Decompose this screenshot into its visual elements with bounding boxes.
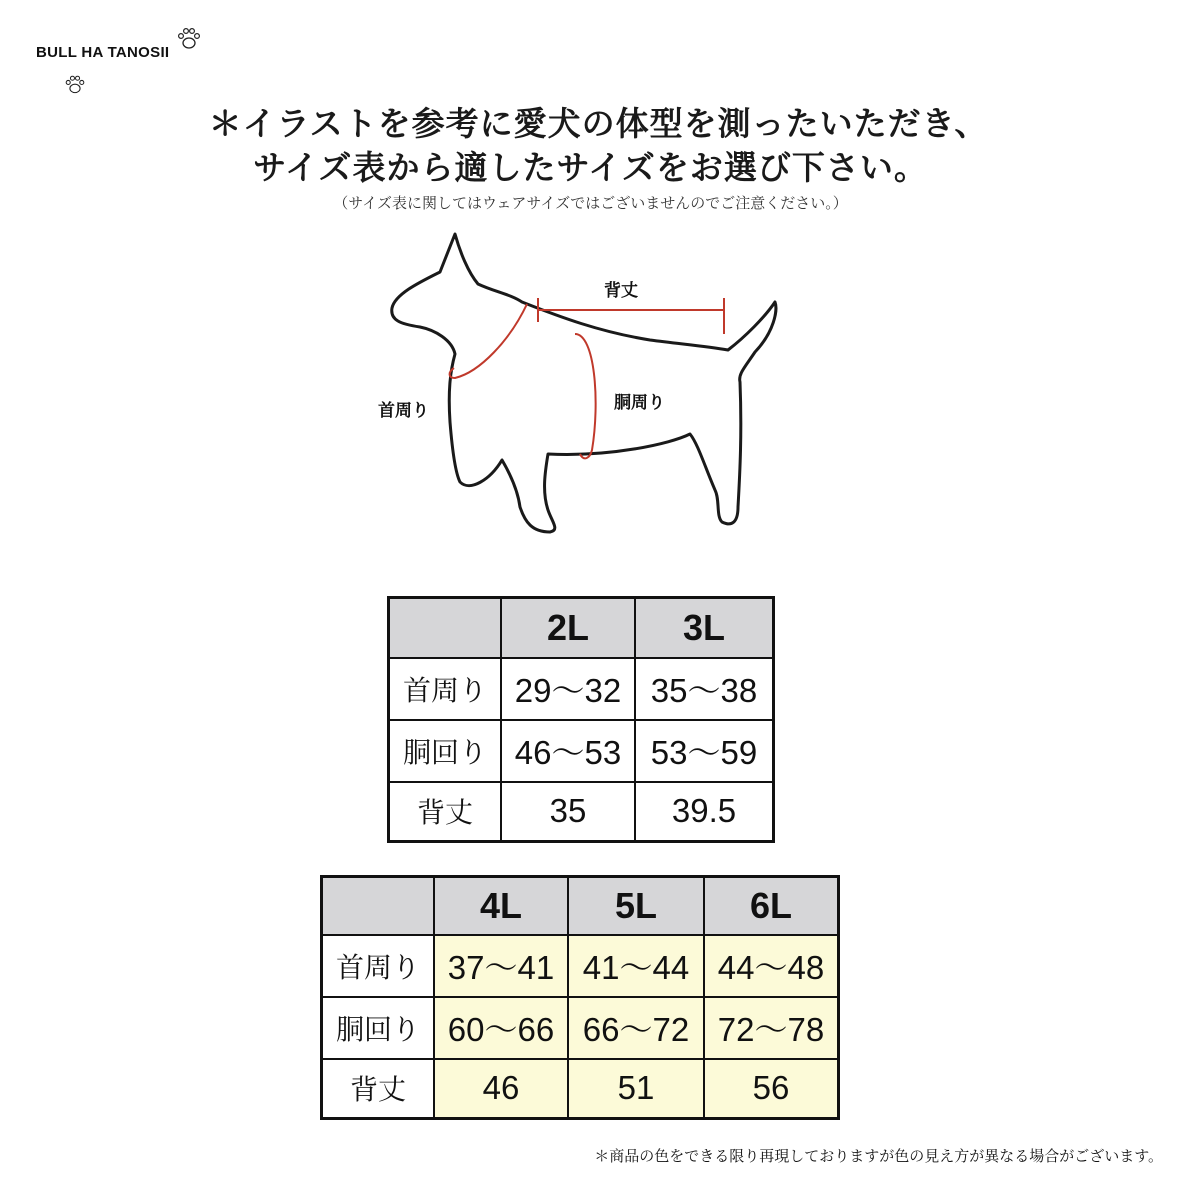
back-length-label: 背丈 [604, 281, 638, 301]
row-label: 背丈 [389, 782, 502, 842]
column-header: 4L [434, 877, 568, 935]
headline-line-2: サイズ表から適したサイズをお選び下さい。 [253, 148, 928, 187]
paw-print-icon [176, 26, 202, 52]
brand-logo-text: BULL HA TANOSII [36, 44, 170, 61]
chest-label: 胴周り [614, 393, 665, 413]
dog-measurement-diagram [360, 222, 820, 562]
table-cell: 29～32 [501, 658, 635, 720]
paw-print-icon [64, 74, 86, 96]
table-row [322, 935, 839, 997]
size-table-2l-3l [387, 596, 775, 843]
table-cell: 44～48 [704, 935, 839, 997]
dog-outline [392, 234, 776, 532]
table-row [389, 782, 774, 842]
table-row [322, 997, 839, 1059]
neck-label: 首周り [378, 401, 429, 421]
row-label: 胴回り [322, 997, 435, 1059]
table-corner-cell [322, 877, 435, 935]
column-header: 2L [501, 598, 635, 658]
column-header: 6L [704, 877, 839, 935]
column-header: 3L [635, 598, 774, 658]
size-note: （サイズ表に関してはウェアサイズではございませんのでご注意ください。） [333, 194, 848, 212]
row-label: 背丈 [322, 1059, 435, 1119]
table-cell: 72～78 [704, 997, 839, 1059]
color-footnote: ＊商品の色をできる限り再現しておりますが色の見え方が異なる場合がございます。 [594, 1147, 1163, 1165]
neck-measure-line [450, 304, 527, 378]
table-cell: 66～72 [568, 997, 704, 1059]
table-corner-cell [389, 598, 502, 658]
table-cell: 56 [704, 1059, 839, 1119]
table-cell: 41～44 [568, 935, 704, 997]
table-cell: 37～41 [434, 935, 568, 997]
headline-line-1: ＊イラストを参考に愛犬の体型を測ったいただき、 [208, 104, 989, 143]
chest-measure-line [575, 334, 596, 458]
size-table-4l-5l-6l [320, 875, 840, 1120]
row-label: 胴回り [389, 720, 502, 782]
table-cell: 51 [568, 1059, 704, 1119]
table-row [389, 658, 774, 720]
table-row [389, 720, 774, 782]
row-label: 首周り [389, 658, 502, 720]
table-cell: 46 [434, 1059, 568, 1119]
table-cell: 35 [501, 782, 635, 842]
row-label: 首周り [322, 935, 435, 997]
column-header: 5L [568, 877, 704, 935]
table-cell: 35～38 [635, 658, 774, 720]
table-cell: 39.5 [635, 782, 774, 842]
table-cell: 60～66 [434, 997, 568, 1059]
table-cell: 53～59 [635, 720, 774, 782]
table-row [322, 1059, 839, 1119]
table-cell: 46～53 [501, 720, 635, 782]
